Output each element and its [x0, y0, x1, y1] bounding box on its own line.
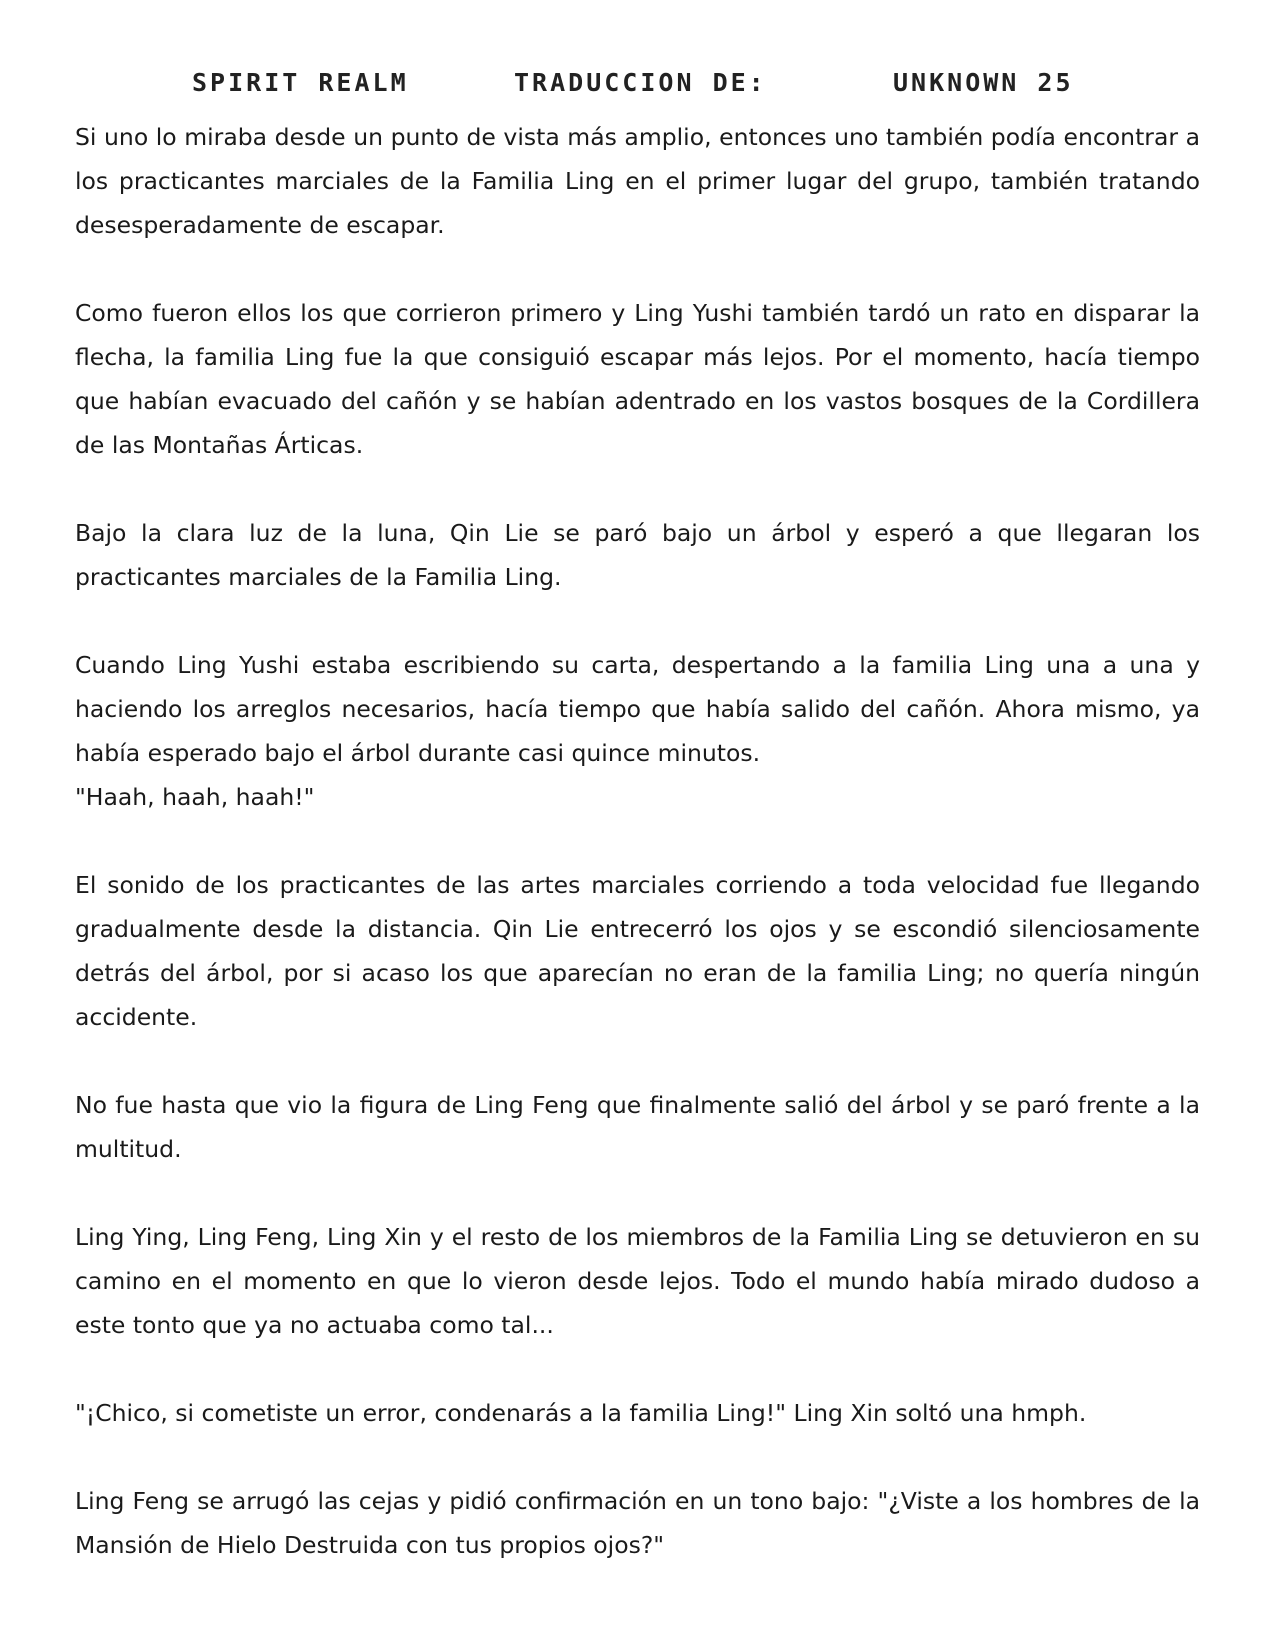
paragraph: Ling Ying, Ling Feng, Ling Xin y el resto de los miembros de la Familia Ling se detuvieron en su camino en el momento en que lo vieron desde lejos. Todo el mundo había mirado dudoso a este tonto que ya no actuaba como tal... — [75, 1223, 1200, 1339]
page-header — [0, 68, 1275, 108]
paragraph: Bajo la clara luz de la luna, Qin Lie se paró bajo un árbol y esperó a que llegaran los practicantes marciales de la Familia Ling. — [75, 519, 1200, 591]
paragraph: Como fueron ellos los que corrieron primero y Ling Yushi también tardó un rato en disparar la flecha, la familia Ling fue la que consiguió escapar más lejos. Por el momento, hacía tiempo que habían evacuado del cañón y se habían adentrado en los vastos bosques de la Cordillera de las Montañas Árticas. — [75, 299, 1200, 459]
document-body — [75, 115, 1200, 1611]
header-translation-label: TRADUCCION DE: — [514, 68, 767, 97]
paragraph: Cuando Ling Yushi estaba escribiendo su carta, despertando a la familia Ling una a una y haciendo los arreglos necesarios, hacía tiempo que había salido del cañón. Ahora mismo, ya había esperado bajo el árbol durante casi quince minutos. — [75, 651, 1200, 767]
paragraph: "¡Chico, si cometiste un error, condenarás a la familia Ling!" Ling Xin soltó una hmph. — [75, 1399, 1087, 1427]
paragraph: El sonido de los practicantes de las artes marciales corriendo a toda velocidad fue llegando gradualmente desde la distancia. Qin Lie entrecerró los ojos y se escondió silenciosamente detrás del árbol, por si acaso los que aparecían no eran de la familia Ling; no quería ningún accidente. — [75, 871, 1200, 1031]
header-translator: UNKNOWN 25 — [893, 68, 1074, 97]
paragraph: No fue hasta que vio la figura de Ling Feng que finalmente salió del árbol y se paró frente a la multitud. — [75, 1091, 1200, 1163]
paragraph: Si uno lo miraba desde un punto de vista más amplio, entonces uno también podía encontrar a los practicantes marciales de la Familia Ling en el primer lugar del grupo, también tratando desesperadamente de escapar. — [75, 123, 1200, 239]
paragraph: Ling Feng se arrugó las cejas y pidió confirmación en un tono bajo: "¿Viste a los hombres de la Mansión de Hielo Destruida con tus propios ojos?" — [75, 1487, 1200, 1559]
paragraph: "Haah, haah, haah!" — [75, 783, 315, 811]
header-title: SPIRIT REALM — [192, 68, 409, 97]
